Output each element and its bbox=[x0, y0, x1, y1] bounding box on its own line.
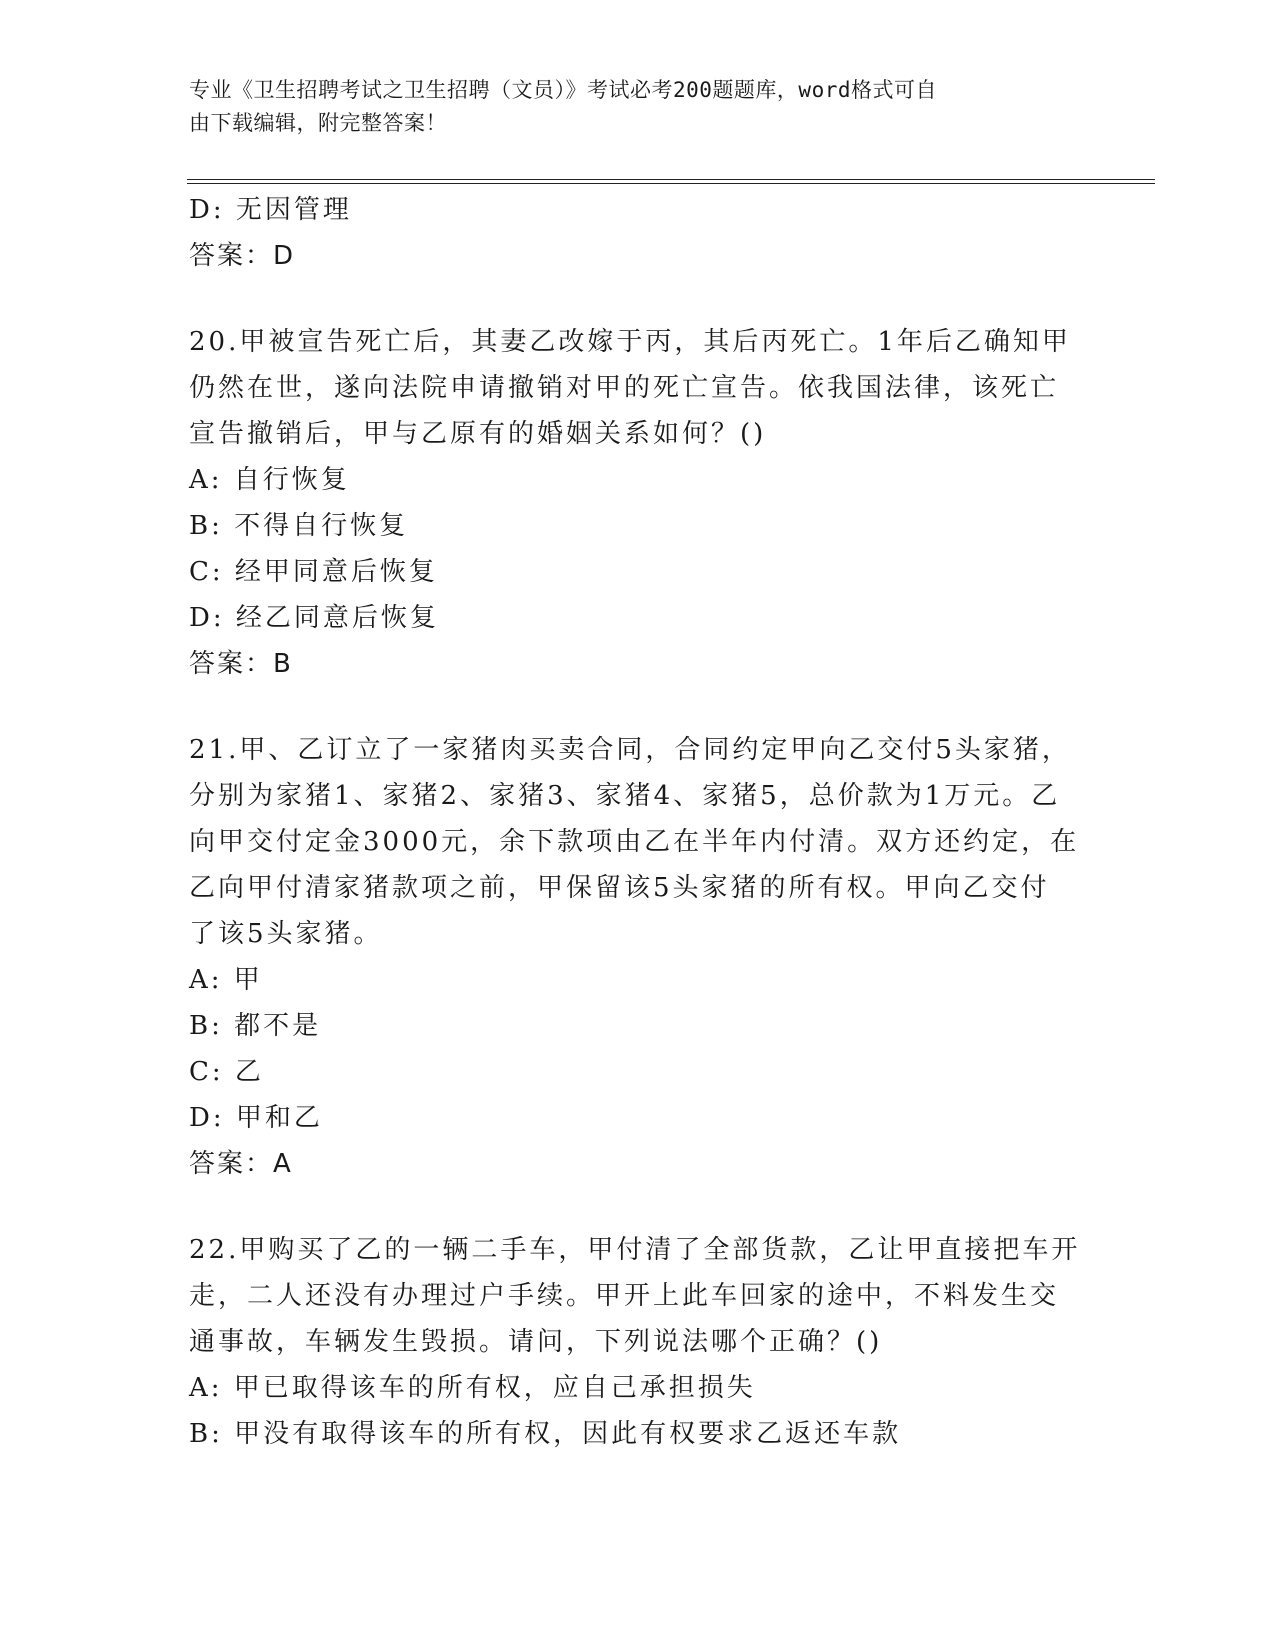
option-b: B: 都不是 bbox=[189, 1011, 322, 1041]
question-20 bbox=[189, 319, 1089, 687]
question-21 bbox=[189, 727, 1089, 1187]
option-d: D: 无因管理 bbox=[189, 195, 352, 225]
page-header bbox=[189, 74, 1069, 140]
question-text-line: 20.甲被宣告死亡后，其妻乙改嫁于丙，其后丙死亡。1年后乙确知甲 bbox=[189, 327, 1071, 357]
option-b: B: 不得自行恢复 bbox=[189, 511, 409, 541]
question-22 bbox=[189, 1227, 1089, 1457]
option-d: D: 经乙同意后恢复 bbox=[189, 603, 439, 633]
option-b: B: 甲没有取得该车的所有权，因此有权要求乙返还车款 bbox=[189, 1419, 902, 1449]
question-text-line: 向甲交付定金3000元，余下款项由乙在半年内付清。双方还约定，在 bbox=[189, 827, 1080, 857]
answer: 答案：B bbox=[189, 649, 293, 679]
header-line-2: 由下载编辑，附完整答案！ bbox=[189, 111, 447, 135]
option-c: C: 经甲同意后恢复 bbox=[189, 557, 438, 587]
option-a: A: 甲 bbox=[189, 965, 263, 995]
header-divider bbox=[187, 179, 1155, 184]
question-text-line: 了该5头家猪。 bbox=[189, 919, 383, 949]
answer: 答案：A bbox=[189, 1149, 293, 1179]
question-text-line: 21.甲、乙订立了一家猪肉买卖合同，合同约定甲向乙交付5头家猪， bbox=[189, 735, 1071, 765]
question-text-line: 走，二人还没有办理过户手续。甲开上此车回家的途中，不料发生交 bbox=[189, 1281, 1060, 1311]
option-a: A: 自行恢复 bbox=[189, 465, 350, 495]
question-text-line: 通事故，车辆发生毁损。请问，下列说法哪个正确？() bbox=[189, 1327, 883, 1357]
option-a: A: 甲已取得该车的所有权，应自己承担损失 bbox=[189, 1373, 756, 1403]
question-text-line: 乙向甲付清家猪款项之前，甲保留该5头家猪的所有权。甲向乙交付 bbox=[189, 873, 1050, 903]
question-text-line: 宣告撤销后，甲与乙原有的婚姻关系如何？() bbox=[189, 419, 767, 449]
header-line-1: 专业《卫生招聘考试之卫生招聘（文员）》考试必考200题题库，word格式可自 bbox=[189, 78, 937, 102]
option-c: C: 乙 bbox=[189, 1057, 264, 1087]
question-text-line: 分别为家猪1、家猪2、家猪3、家猪4、家猪5，总价款为1万元。乙 bbox=[189, 781, 1061, 811]
answer: 答案：D bbox=[189, 241, 296, 271]
question-text-line: 仍然在世，遂向法院申请撤销对甲的死亡宣告。依我国法律，该死亡 bbox=[189, 373, 1060, 403]
option-d: D: 甲和乙 bbox=[189, 1103, 323, 1133]
previous-question-tail bbox=[189, 187, 1089, 279]
question-text-line: 22.甲购买了乙的一辆二手车，甲付清了全部货款，乙让甲直接把车开 bbox=[189, 1235, 1081, 1265]
document-body bbox=[189, 187, 1089, 1457]
